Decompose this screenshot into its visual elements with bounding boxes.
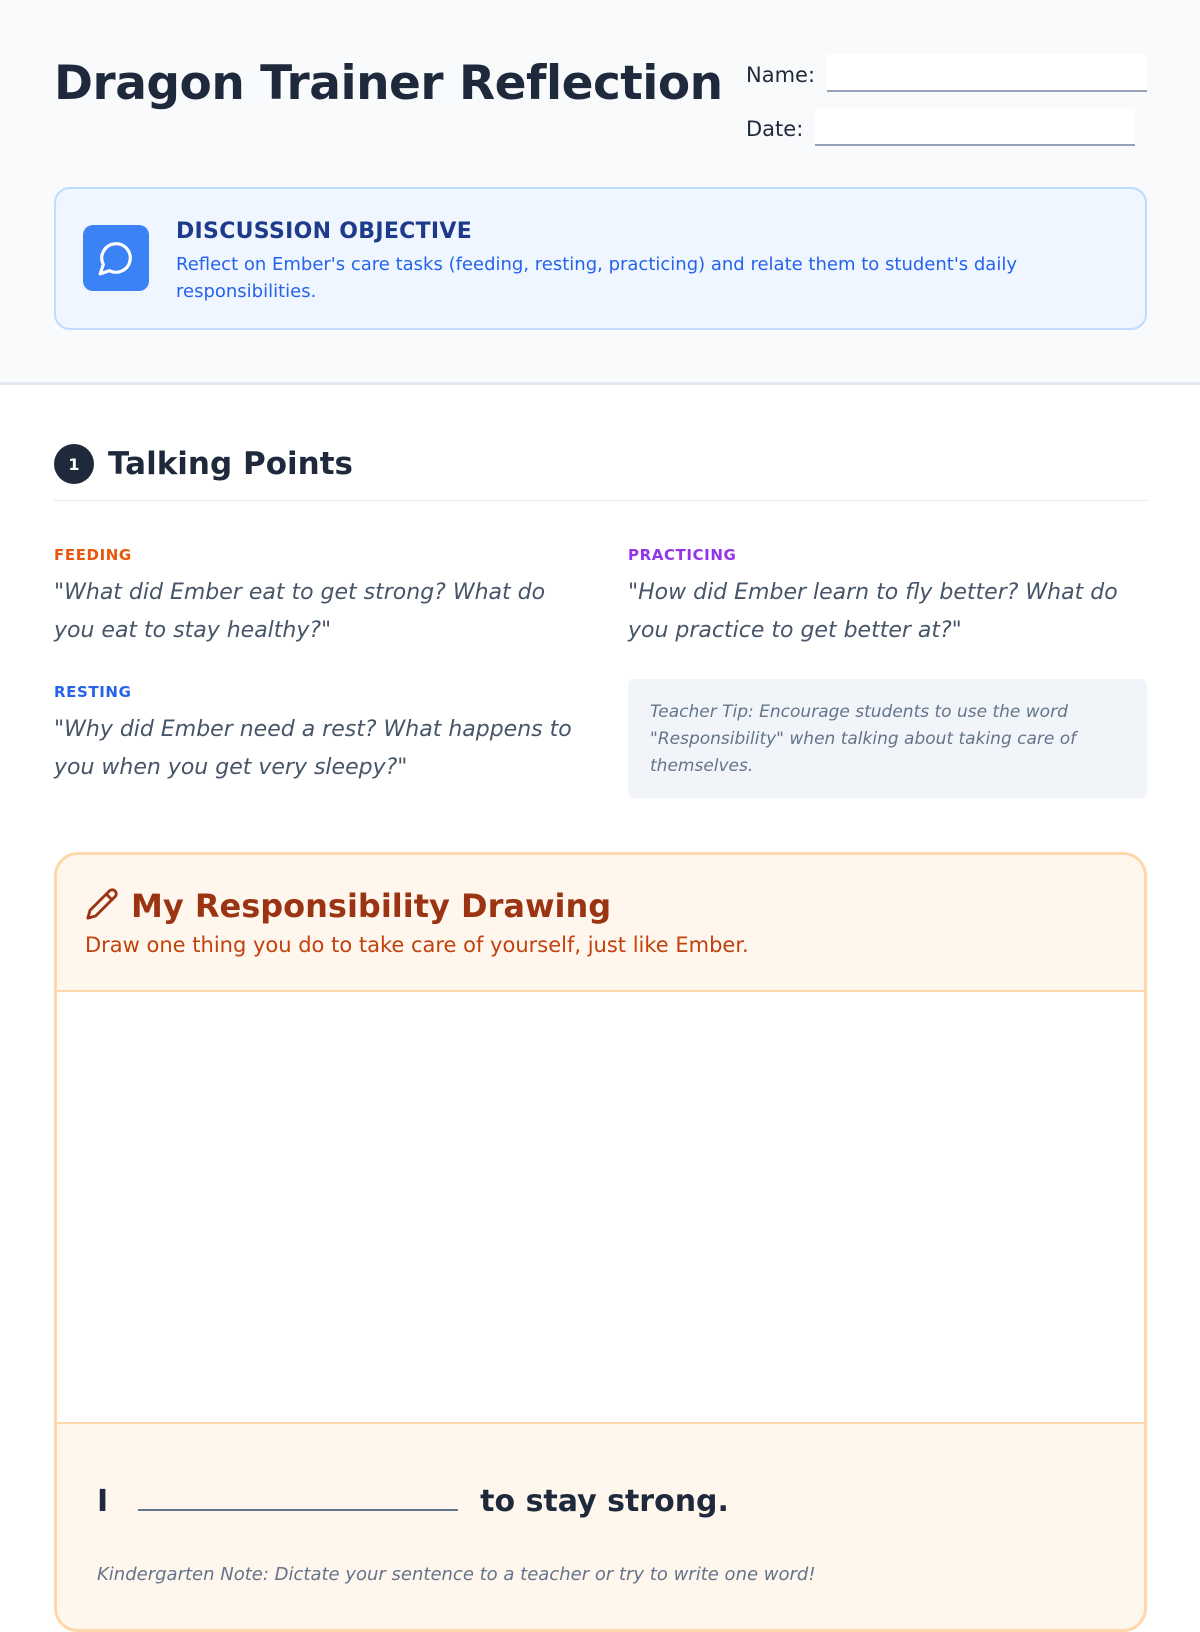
section-divider: [54, 500, 1147, 501]
resting-question: "Why did Ember need a rest? What happens to you when you get very sleepy?": [54, 717, 572, 780]
sentence-end: to stay strong.: [480, 1484, 729, 1519]
section-number-badge: 1: [54, 444, 94, 484]
drawing-subtitle: Draw one thing you do to take care of yourself, just like Ember.: [85, 933, 749, 957]
responsibility-drawing-card: [54, 852, 1147, 1632]
sentence-area: [57, 1422, 1144, 1632]
sentence-blank[interactable]: [138, 1509, 458, 1511]
feeding-question: "What did Ember eat to get strong? What do you eat to stay healthy?": [54, 580, 546, 643]
kindergarten-note: Kindergarten Note: Dictate your sentence to a teacher or try to write one word!: [97, 1564, 816, 1585]
pencil-icon: [85, 887, 119, 925]
drawing-card-header: [57, 855, 1144, 992]
chat-bubble-icon: [83, 225, 149, 291]
practicing-label: PRACTICING: [628, 546, 737, 564]
worksheet-header: [0, 0, 1200, 385]
drawing-area[interactable]: [57, 992, 1144, 1422]
practicing-question: "How did Ember learn to fly better? What do you practice to get better at?": [628, 580, 1118, 643]
section-title: Talking Points: [108, 446, 353, 482]
date-input[interactable]: [815, 108, 1135, 146]
name-input[interactable]: [827, 54, 1147, 92]
teacher-tip-box: Teacher Tip: Encourage students to use the word "Responsibility" when talking about taking care of themselves.: [628, 679, 1147, 798]
objective-text: Reflect on Ember's care tasks (feeding, resting, practicing) and relate them to student's daily responsibilities.: [176, 254, 1017, 302]
talking-points-heading: [54, 444, 353, 484]
discussion-objective-box: [54, 187, 1147, 330]
date-field-row: [746, 108, 1135, 146]
feeding-label: FEEDING: [54, 546, 132, 564]
date-label: Date:: [746, 117, 804, 141]
objective-title: DISCUSSION OBJECTIVE: [176, 219, 473, 244]
page-title: Dragon Trainer Reflection: [54, 56, 723, 111]
name-field-row: [746, 54, 1147, 92]
drawing-title: My Responsibility Drawing: [131, 887, 612, 925]
drawing-title-row: [85, 887, 611, 925]
sentence-frame: [97, 1484, 729, 1519]
sentence-start: I: [97, 1484, 109, 1519]
name-label: Name:: [746, 63, 816, 87]
resting-label: RESTING: [54, 683, 132, 701]
